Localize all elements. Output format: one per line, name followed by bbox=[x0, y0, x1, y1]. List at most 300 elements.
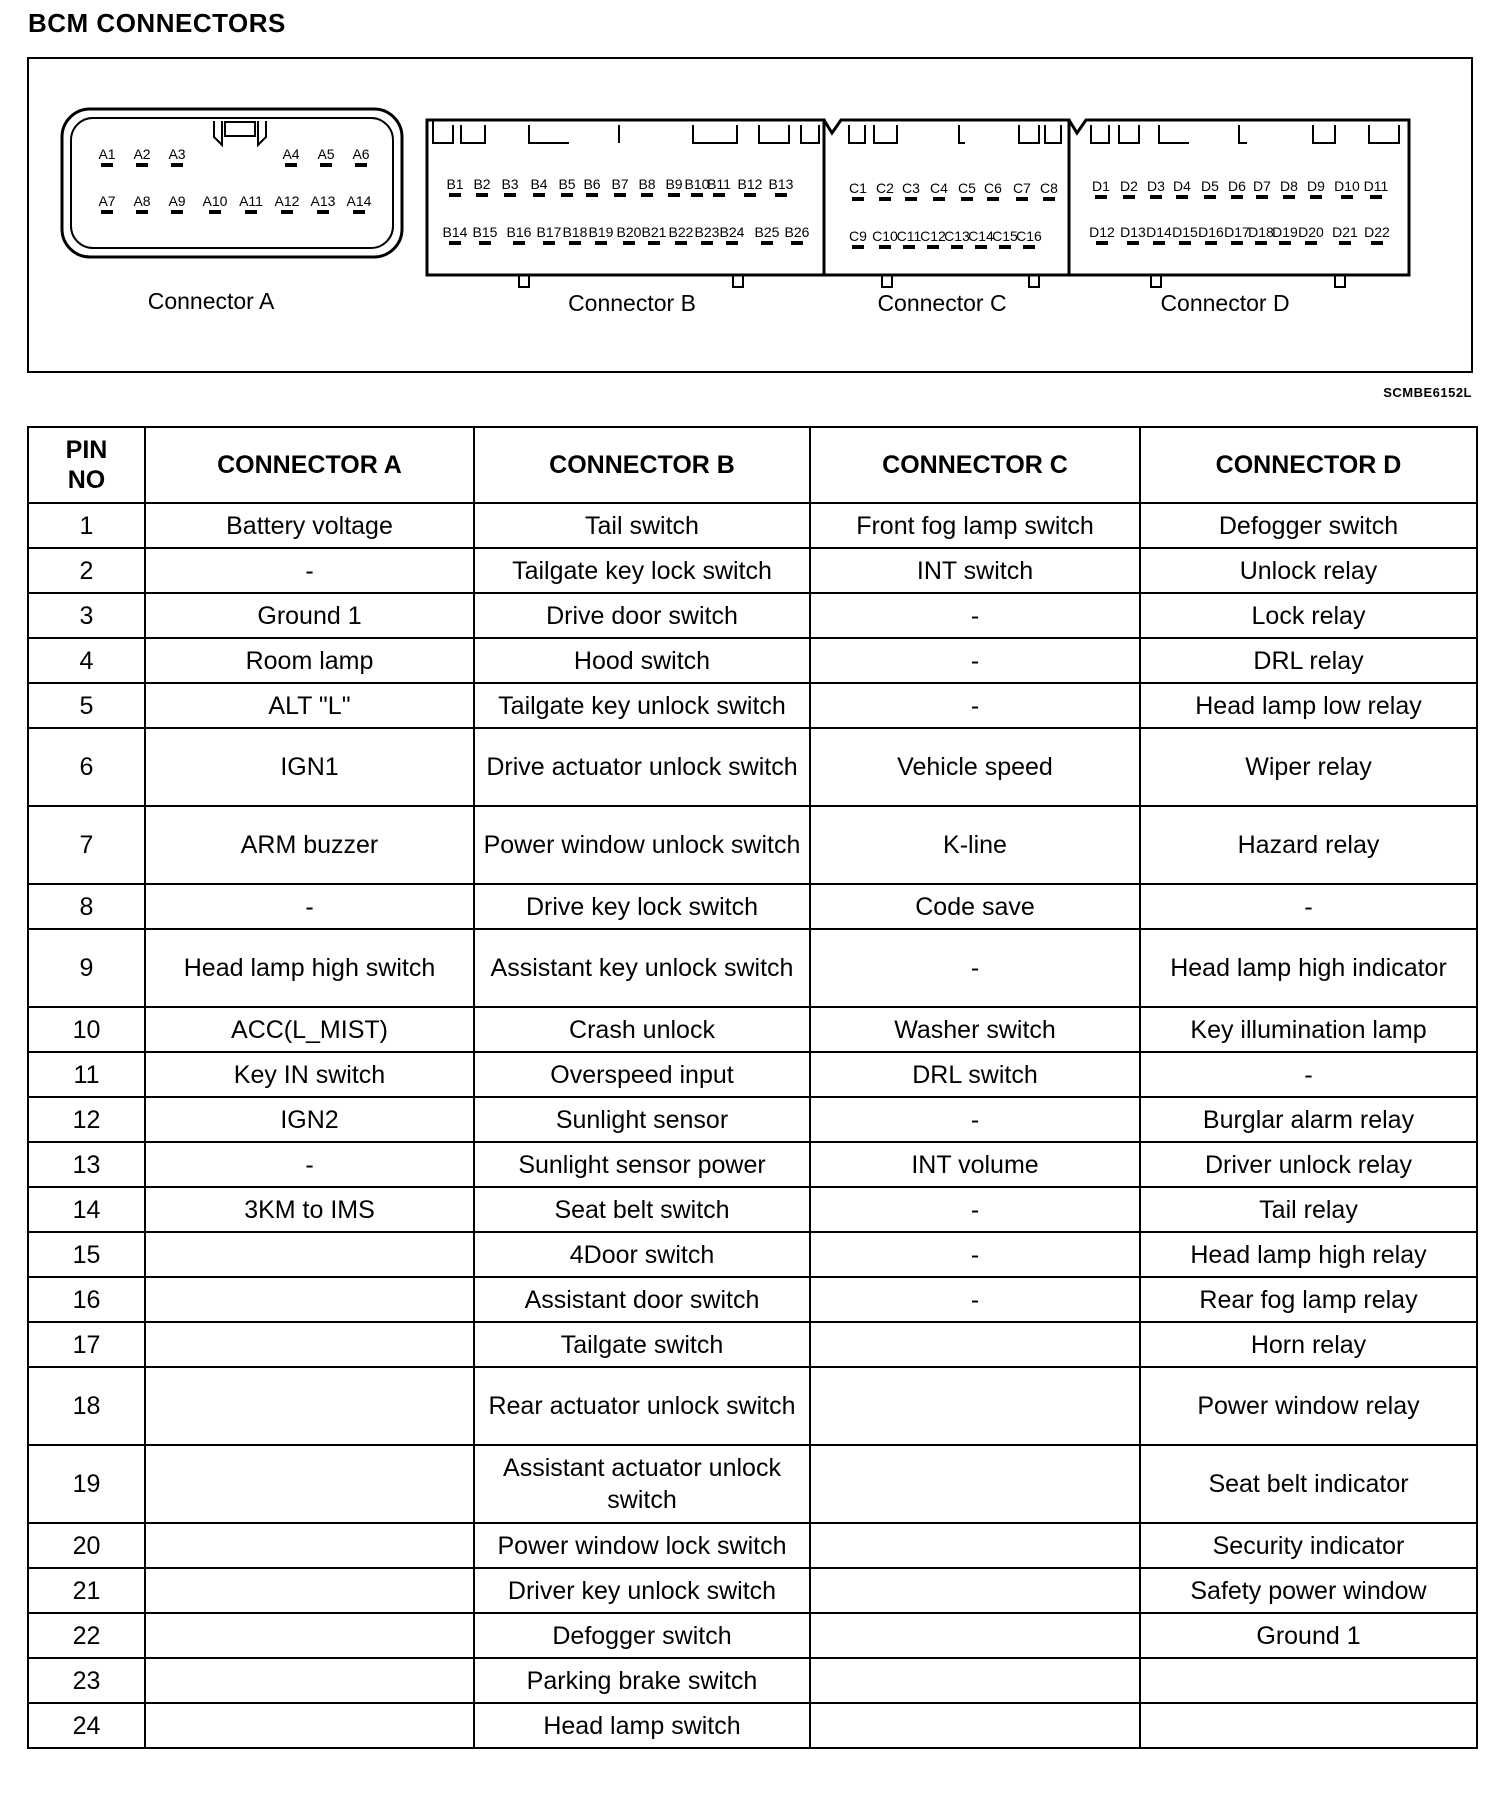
pin-label-d13: D13 bbox=[1120, 224, 1146, 240]
pin-number-cell: 8 bbox=[28, 884, 145, 929]
pin-label-a10: A10 bbox=[202, 193, 228, 209]
table-header-row bbox=[28, 427, 1477, 503]
connector-d-cell bbox=[1140, 1658, 1477, 1703]
table-row bbox=[28, 929, 1477, 1007]
pin-terminal-b16 bbox=[513, 241, 525, 245]
pin-label-b21: B21 bbox=[641, 224, 667, 240]
connector-d-cell: Seat belt indicator bbox=[1140, 1445, 1477, 1523]
pin-number-cell: 7 bbox=[28, 806, 145, 884]
table-row bbox=[28, 728, 1477, 806]
pin-terminal-a4 bbox=[285, 163, 297, 167]
table-row bbox=[28, 1613, 1477, 1658]
table-row bbox=[28, 1142, 1477, 1187]
pin-number-cell: 20 bbox=[28, 1523, 145, 1568]
pin-label-b12: B12 bbox=[737, 176, 763, 192]
pin-terminal-a11 bbox=[245, 210, 257, 214]
pin-terminal-a14 bbox=[353, 210, 365, 214]
pin-label-d17: D17 bbox=[1224, 224, 1250, 240]
connector-a-cell: Battery voltage bbox=[145, 503, 474, 548]
connector-c-cell: - bbox=[810, 593, 1140, 638]
pin-labels bbox=[98, 146, 1390, 249]
page-title: BCM CONNECTORS bbox=[28, 8, 286, 38]
pin-label-b15: B15 bbox=[472, 224, 498, 240]
pin-terminal-a2 bbox=[136, 163, 148, 167]
pin-terminal-b25 bbox=[761, 241, 773, 245]
pin-terminal-b19 bbox=[595, 241, 607, 245]
connector-c-cell: Washer switch bbox=[810, 1007, 1140, 1052]
header-pin-no bbox=[28, 427, 145, 503]
pin-label-b2: B2 bbox=[473, 176, 491, 192]
pin-label-d2: D2 bbox=[1120, 178, 1138, 194]
pin-terminal-b5 bbox=[561, 193, 573, 197]
connector-d-housing bbox=[1069, 120, 1409, 287]
connector-b-cell: Drive door switch bbox=[474, 593, 810, 638]
connector-a-cell: ACC(L_MIST) bbox=[145, 1007, 474, 1052]
connector-b-cell: 4Door switch bbox=[474, 1232, 810, 1277]
connector-a-housing bbox=[62, 109, 402, 257]
table-row bbox=[28, 593, 1477, 638]
connector-c-cell bbox=[810, 1613, 1140, 1658]
connector-c-housing bbox=[824, 120, 1069, 287]
connector-a-cell: Room lamp bbox=[145, 638, 474, 683]
connector-a-cell bbox=[145, 1523, 474, 1568]
connector-b-cell: Sunlight sensor power bbox=[474, 1142, 810, 1187]
pin-number-cell: 18 bbox=[28, 1367, 145, 1445]
header-connector-c: CONNECTOR C bbox=[810, 427, 1140, 503]
pin-number-cell: 1 bbox=[28, 503, 145, 548]
pin-label-b14: B14 bbox=[442, 224, 468, 240]
pin-number-cell: 11 bbox=[28, 1052, 145, 1097]
connector-c-cell: - bbox=[810, 683, 1140, 728]
connector-d-cell: Tail relay bbox=[1140, 1187, 1477, 1232]
connector-a-cell bbox=[145, 1232, 474, 1277]
pin-terminal-b17 bbox=[543, 241, 555, 245]
pin-number-cell: 19 bbox=[28, 1445, 145, 1523]
connector-d-cell: Key illumination lamp bbox=[1140, 1007, 1477, 1052]
connector-b-cell: Parking brake switch bbox=[474, 1658, 810, 1703]
connector-d-cell: Hazard relay bbox=[1140, 806, 1477, 884]
pin-terminal-b4 bbox=[533, 193, 545, 197]
pin-number-cell: 24 bbox=[28, 1703, 145, 1748]
pin-label-d10: D10 bbox=[1334, 178, 1360, 194]
pin-label-b10: B10 bbox=[684, 176, 710, 192]
connector-d-label: Connector D bbox=[1160, 290, 1290, 316]
pin-terminal-b9 bbox=[668, 193, 680, 197]
pin-terminal-a12 bbox=[281, 210, 293, 214]
connector-a-cell bbox=[145, 1658, 474, 1703]
pin-label-a2: A2 bbox=[133, 146, 151, 162]
pin-terminal-c12 bbox=[927, 245, 939, 249]
pin-terminal-b3 bbox=[504, 193, 516, 197]
connector-d-cell: Power window relay bbox=[1140, 1367, 1477, 1445]
connector-d-cell: Rear fog lamp relay bbox=[1140, 1277, 1477, 1322]
connector-b-cell: Assistant key unlock switch bbox=[474, 929, 810, 1007]
pin-terminal-a7 bbox=[101, 210, 113, 214]
connector-b-cell: Seat belt switch bbox=[474, 1187, 810, 1232]
pin-label-a14: A14 bbox=[346, 193, 372, 209]
pin-label-a4: A4 bbox=[282, 146, 300, 162]
header-pin-no-line2: NO bbox=[67, 466, 106, 494]
pin-label-c8: C8 bbox=[1040, 180, 1058, 196]
connector-a-cell: Head lamp high switch bbox=[145, 929, 474, 1007]
pin-terminal-c14 bbox=[975, 245, 987, 249]
pin-label-d21: D21 bbox=[1332, 224, 1358, 240]
pin-terminal-d19 bbox=[1279, 241, 1291, 245]
pin-number-cell: 17 bbox=[28, 1322, 145, 1367]
table-row bbox=[28, 1232, 1477, 1277]
connector-c-cell: Front fog lamp switch bbox=[810, 503, 1140, 548]
pin-terminal-a5 bbox=[320, 163, 332, 167]
pin-terminal-c13 bbox=[951, 245, 963, 249]
connector-b-cell: Power window unlock switch bbox=[474, 806, 810, 884]
table-row bbox=[28, 1523, 1477, 1568]
pin-terminal-a13 bbox=[317, 210, 329, 214]
connector-d-cell: Security indicator bbox=[1140, 1523, 1477, 1568]
connector-c-cell bbox=[810, 1658, 1140, 1703]
table-row bbox=[28, 806, 1477, 884]
pin-terminal-d3 bbox=[1150, 195, 1162, 199]
pin-terminal-d16 bbox=[1205, 241, 1217, 245]
pin-label-a9: A9 bbox=[168, 193, 186, 209]
pin-number-cell: 10 bbox=[28, 1007, 145, 1052]
pin-label-d12: D12 bbox=[1089, 224, 1115, 240]
connector-c-cell bbox=[810, 1445, 1140, 1523]
connector-a-cell: ALT "L" bbox=[145, 683, 474, 728]
connector-c-label: Connector C bbox=[877, 290, 1007, 316]
pin-number-cell: 6 bbox=[28, 728, 145, 806]
table-row bbox=[28, 1658, 1477, 1703]
connector-b-cell: Assistant actuator unlock switch bbox=[474, 1445, 810, 1523]
connector-c-cell bbox=[810, 1568, 1140, 1613]
connector-d-cell: Burglar alarm relay bbox=[1140, 1097, 1477, 1142]
pin-terminal-b14 bbox=[449, 241, 461, 245]
pin-label-d14: D14 bbox=[1146, 224, 1172, 240]
pin-label-c10: C10 bbox=[872, 228, 898, 244]
pin-label-d8: D8 bbox=[1280, 178, 1298, 194]
pin-label-c3: C3 bbox=[902, 180, 920, 196]
pin-terminal-d13 bbox=[1127, 241, 1139, 245]
connector-a-cell bbox=[145, 1613, 474, 1658]
connector-a-cell: - bbox=[145, 1142, 474, 1187]
pin-terminal-d2 bbox=[1123, 195, 1135, 199]
pin-label-c12: C12 bbox=[920, 228, 946, 244]
connector-a-cell bbox=[145, 1367, 474, 1445]
connector-c-cell: K-line bbox=[810, 806, 1140, 884]
connector-d-cell: Ground 1 bbox=[1140, 1613, 1477, 1658]
connector-c-cell: - bbox=[810, 1187, 1140, 1232]
connector-d-cell bbox=[1140, 1703, 1477, 1748]
connector-a-cell bbox=[145, 1703, 474, 1748]
table-row bbox=[28, 1703, 1477, 1748]
pin-label-b23: B23 bbox=[694, 224, 720, 240]
pin-terminal-b12 bbox=[744, 193, 756, 197]
pin-label-d11: D11 bbox=[1363, 178, 1389, 194]
connector-c-cell bbox=[810, 1322, 1140, 1367]
pin-number-cell: 3 bbox=[28, 593, 145, 638]
pin-terminal-b20 bbox=[623, 241, 635, 245]
pin-label-d3: D3 bbox=[1147, 178, 1165, 194]
pin-number-cell: 16 bbox=[28, 1277, 145, 1322]
pin-label-b16: B16 bbox=[506, 224, 532, 240]
connector-c-cell: INT switch bbox=[810, 548, 1140, 593]
pin-label-d16: D16 bbox=[1198, 224, 1224, 240]
connector-d-cell: Horn relay bbox=[1140, 1322, 1477, 1367]
connector-b-cell: Sunlight sensor bbox=[474, 1097, 810, 1142]
pin-label-d18: D18 bbox=[1248, 224, 1274, 240]
connector-diagram bbox=[27, 57, 1473, 373]
pin-label-b11: B11 bbox=[707, 176, 731, 192]
connector-d-cell: Wiper relay bbox=[1140, 728, 1477, 806]
connector-a-cell: Ground 1 bbox=[145, 593, 474, 638]
pin-label-d20: D20 bbox=[1298, 224, 1324, 240]
table-row bbox=[28, 503, 1477, 548]
pin-terminal-b21 bbox=[648, 241, 660, 245]
connector-b-cell: Drive actuator unlock switch bbox=[474, 728, 810, 806]
table-row bbox=[28, 1187, 1477, 1232]
connector-c-cell: - bbox=[810, 1277, 1140, 1322]
pin-label-c7: C7 bbox=[1013, 180, 1031, 196]
pin-terminal-a6 bbox=[355, 163, 367, 167]
connector-c-cell: - bbox=[810, 929, 1140, 1007]
pin-label-b17: B17 bbox=[536, 224, 562, 240]
pin-terminal-b18 bbox=[569, 241, 581, 245]
pin-number-cell: 5 bbox=[28, 683, 145, 728]
pin-terminal-d6 bbox=[1231, 195, 1243, 199]
pin-label-a13: A13 bbox=[310, 193, 336, 209]
connector-b-cell: Drive key lock switch bbox=[474, 884, 810, 929]
pin-label-c13: C13 bbox=[944, 228, 970, 244]
connector-b-cell: Rear actuator unlock switch bbox=[474, 1367, 810, 1445]
pin-label-b4: B4 bbox=[530, 176, 548, 192]
table-row bbox=[28, 1097, 1477, 1142]
pin-label-c2: C2 bbox=[876, 180, 894, 196]
connector-b-cell: Assistant door switch bbox=[474, 1277, 810, 1322]
pin-label-b25: B25 bbox=[754, 224, 780, 240]
connector-a-cell: ARM buzzer bbox=[145, 806, 474, 884]
pin-label-a8: A8 bbox=[133, 193, 151, 209]
pin-terminal-b7 bbox=[614, 193, 626, 197]
pin-terminal-b23 bbox=[701, 241, 713, 245]
pin-terminal-d12 bbox=[1096, 241, 1108, 245]
pin-terminal-b13 bbox=[775, 193, 787, 197]
pin-label-b6: B6 bbox=[583, 176, 601, 192]
connector-b-cell: Tailgate key unlock switch bbox=[474, 683, 810, 728]
pin-terminal-b1 bbox=[449, 193, 461, 197]
pin-label-d5: D5 bbox=[1201, 178, 1219, 194]
connector-b-cell: Hood switch bbox=[474, 638, 810, 683]
pin-number-cell: 13 bbox=[28, 1142, 145, 1187]
connector-c-cell: INT volume bbox=[810, 1142, 1140, 1187]
pin-label-b8: B8 bbox=[638, 176, 656, 192]
pin-terminal-c3 bbox=[905, 197, 917, 201]
connector-c-cell: - bbox=[810, 638, 1140, 683]
connector-a-cell bbox=[145, 1277, 474, 1322]
pin-terminal-c11 bbox=[903, 245, 915, 249]
pin-label-b13: B13 bbox=[768, 176, 794, 192]
pin-label-d4: D4 bbox=[1173, 178, 1191, 194]
table-row bbox=[28, 548, 1477, 593]
pin-terminal-b24 bbox=[726, 241, 738, 245]
table-row bbox=[28, 884, 1477, 929]
pin-label-b20: B20 bbox=[616, 224, 642, 240]
pin-terminal-c16 bbox=[1023, 245, 1035, 249]
pin-number-cell: 14 bbox=[28, 1187, 145, 1232]
pin-label-a12: A12 bbox=[274, 193, 300, 209]
pin-terminal-c10 bbox=[879, 245, 891, 249]
table-row bbox=[28, 1052, 1477, 1097]
connector-c-cell: Code save bbox=[810, 884, 1140, 929]
pin-label-b24: B24 bbox=[719, 224, 745, 240]
pin-terminal-a3 bbox=[171, 163, 183, 167]
connector-d-cell: - bbox=[1140, 1052, 1477, 1097]
connector-d-cell: Defogger switch bbox=[1140, 503, 1477, 548]
pin-label-a6: A6 bbox=[352, 146, 370, 162]
pin-number-cell: 15 bbox=[28, 1232, 145, 1277]
pin-number-cell: 21 bbox=[28, 1568, 145, 1613]
pin-terminal-d5 bbox=[1204, 195, 1216, 199]
pin-label-d19: D19 bbox=[1272, 224, 1298, 240]
pin-label-c6: C6 bbox=[984, 180, 1002, 196]
pin-terminal-b6 bbox=[586, 193, 598, 197]
pin-terminal-d11 bbox=[1370, 195, 1382, 199]
pin-terminal-b11 bbox=[713, 193, 725, 197]
pin-label-d15: D15 bbox=[1172, 224, 1198, 240]
pin-terminal-b26 bbox=[791, 241, 803, 245]
pin-label-a11: A11 bbox=[239, 193, 263, 209]
pin-terminal-c5 bbox=[961, 197, 973, 201]
connector-b-cell: Tail switch bbox=[474, 503, 810, 548]
pin-terminal-d4 bbox=[1176, 195, 1188, 199]
connector-c-cell bbox=[810, 1367, 1140, 1445]
connector-d-cell: - bbox=[1140, 884, 1477, 929]
connector-d-cell: Safety power window bbox=[1140, 1568, 1477, 1613]
connector-b-cell: Tailgate key lock switch bbox=[474, 548, 810, 593]
pin-label-a7: A7 bbox=[98, 193, 116, 209]
connector-a-cell bbox=[145, 1322, 474, 1367]
pin-label-b26: B26 bbox=[784, 224, 810, 240]
pin-terminal-a10 bbox=[209, 210, 221, 214]
pin-number-cell: 23 bbox=[28, 1658, 145, 1703]
pin-terminal-d8 bbox=[1283, 195, 1295, 199]
pin-terminal-c1 bbox=[852, 197, 864, 201]
pin-terminal-c6 bbox=[987, 197, 999, 201]
pin-label-d6: D6 bbox=[1228, 178, 1246, 194]
connector-b-label: Connector B bbox=[568, 290, 696, 316]
table-row bbox=[28, 638, 1477, 683]
connector-b-cell: Tailgate switch bbox=[474, 1322, 810, 1367]
pin-terminal-c15 bbox=[999, 245, 1011, 249]
pin-terminal-d17 bbox=[1231, 241, 1243, 245]
pin-terminal-c4 bbox=[933, 197, 945, 201]
pin-terminal-d20 bbox=[1305, 241, 1317, 245]
pin-label-a5: A5 bbox=[317, 146, 335, 162]
header-connector-a: CONNECTOR A bbox=[145, 427, 474, 503]
pin-label-c4: C4 bbox=[930, 180, 948, 196]
pin-terminal-d1 bbox=[1095, 195, 1107, 199]
pin-table-body bbox=[28, 503, 1477, 1748]
pin-label-b1: B1 bbox=[446, 176, 464, 192]
pin-number-cell: 2 bbox=[28, 548, 145, 593]
pin-label-b7: B7 bbox=[611, 176, 629, 192]
pin-label-c14: C14 bbox=[968, 228, 994, 244]
pin-number-cell: 22 bbox=[28, 1613, 145, 1658]
pin-label-b18: B18 bbox=[562, 224, 588, 240]
pin-label-c1: C1 bbox=[849, 180, 867, 196]
pin-terminal-c7 bbox=[1016, 197, 1028, 201]
pin-terminal-c9 bbox=[852, 245, 864, 249]
table-row bbox=[28, 1007, 1477, 1052]
pin-label-d9: D9 bbox=[1307, 178, 1325, 194]
pin-terminal-b10 bbox=[691, 193, 703, 197]
pin-terminal-a1 bbox=[101, 163, 113, 167]
connector-a-cell: - bbox=[145, 548, 474, 593]
connector-c-cell: Vehicle speed bbox=[810, 728, 1140, 806]
connector-b-cell: Overspeed input bbox=[474, 1052, 810, 1097]
connector-b-cell: Crash unlock bbox=[474, 1007, 810, 1052]
connector-a-cell: - bbox=[145, 884, 474, 929]
pin-terminal-d15 bbox=[1179, 241, 1191, 245]
pin-number-cell: 4 bbox=[28, 638, 145, 683]
connector-c-cell: DRL switch bbox=[810, 1052, 1140, 1097]
header-connector-d: CONNECTOR D bbox=[1140, 427, 1477, 503]
pin-terminal-b22 bbox=[675, 241, 687, 245]
connector-a-cell bbox=[145, 1445, 474, 1523]
pin-table bbox=[27, 426, 1478, 1749]
connector-d-cell: DRL relay bbox=[1140, 638, 1477, 683]
table-row bbox=[28, 1445, 1477, 1523]
pin-label-b9: B9 bbox=[665, 176, 683, 192]
pin-terminal-d21 bbox=[1339, 241, 1351, 245]
pin-terminal-d14 bbox=[1153, 241, 1165, 245]
pin-terminal-d18 bbox=[1255, 241, 1267, 245]
connector-a-cell: 3KM to IMS bbox=[145, 1187, 474, 1232]
pin-label-c9: C9 bbox=[849, 228, 867, 244]
table-row bbox=[28, 1367, 1477, 1445]
table-row bbox=[28, 1568, 1477, 1613]
pin-label-a1: A1 bbox=[98, 146, 116, 162]
connector-c-cell bbox=[810, 1523, 1140, 1568]
pin-number-cell: 12 bbox=[28, 1097, 145, 1142]
pin-label-c15: C15 bbox=[992, 228, 1018, 244]
connector-b-housing bbox=[427, 120, 824, 287]
pin-terminal-d22 bbox=[1371, 241, 1383, 245]
pin-terminal-d10 bbox=[1341, 195, 1353, 199]
connector-c-cell: - bbox=[810, 1097, 1140, 1142]
connector-a-cell: IGN1 bbox=[145, 728, 474, 806]
connector-d-cell: Head lamp low relay bbox=[1140, 683, 1477, 728]
pin-label-a3: A3 bbox=[168, 146, 186, 162]
table-row bbox=[28, 1277, 1477, 1322]
connector-b-cell: Driver key unlock switch bbox=[474, 1568, 810, 1613]
pin-label-d22: D22 bbox=[1364, 224, 1390, 240]
pin-terminal-b15 bbox=[479, 241, 491, 245]
connector-b-cell: Power window lock switch bbox=[474, 1523, 810, 1568]
figure-code: SCMBE6152L bbox=[1383, 385, 1472, 400]
connector-d-cell: Head lamp high relay bbox=[1140, 1232, 1477, 1277]
connector-c-cell bbox=[810, 1703, 1140, 1748]
connector-c-cell: - bbox=[810, 1232, 1140, 1277]
pin-label-c5: C5 bbox=[958, 180, 976, 196]
pin-terminal-d9 bbox=[1310, 195, 1322, 199]
pin-label-d1: D1 bbox=[1092, 178, 1110, 194]
pin-label-c16: C16 bbox=[1016, 228, 1042, 244]
connector-b-cell: Head lamp switch bbox=[474, 1703, 810, 1748]
connector-diagram-svg bbox=[29, 59, 1475, 375]
table-row bbox=[28, 683, 1477, 728]
connector-a-cell: Key IN switch bbox=[145, 1052, 474, 1097]
connector-d-cell: Unlock relay bbox=[1140, 548, 1477, 593]
pin-label-b5: B5 bbox=[558, 176, 576, 192]
